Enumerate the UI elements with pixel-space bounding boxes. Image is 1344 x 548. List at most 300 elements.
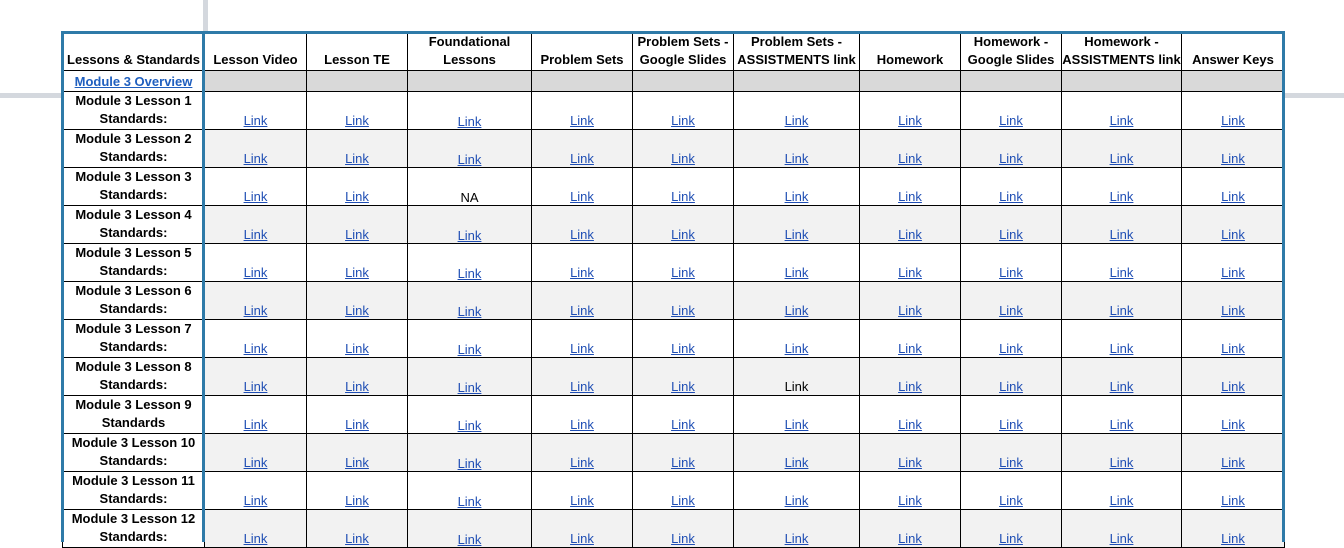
- resource-cell: [532, 434, 633, 472]
- resource-link[interactable]: Link: [898, 417, 922, 432]
- resource-link[interactable]: Link: [243, 151, 268, 166]
- resource-link[interactable]: Link: [898, 493, 922, 508]
- resource-cell: [307, 206, 408, 244]
- resource-cell: [307, 434, 408, 472]
- resource-link[interactable]: Link: [1109, 265, 1134, 280]
- header-lessons-standards: Lessons & Standards: [63, 33, 205, 71]
- overview-empty-cell: [633, 71, 734, 92]
- resource-cell: [408, 434, 532, 472]
- resource-cell: [734, 206, 860, 244]
- lesson-standards-cell: [63, 130, 205, 168]
- resource-cell: [205, 92, 307, 130]
- overview-empty-cell: [532, 71, 633, 92]
- resource-cell: [532, 358, 633, 396]
- resource-cell: [532, 396, 633, 434]
- resource-cell: [633, 130, 734, 168]
- table-frame-split: [202, 31, 205, 542]
- lesson-row: [63, 358, 1285, 396]
- resource-link[interactable]: Link: [784, 455, 809, 470]
- resource-link[interactable]: Link: [457, 228, 482, 243]
- resource-link[interactable]: Link: [570, 341, 594, 356]
- resource-link[interactable]: Link: [457, 494, 482, 509]
- resource-link[interactable]: Link: [999, 341, 1023, 356]
- resource-cell: [860, 168, 961, 206]
- resource-cell: [1182, 434, 1285, 472]
- resource-cell: [307, 92, 408, 130]
- resource-link[interactable]: Link: [457, 114, 482, 129]
- lesson-row: [63, 244, 1285, 282]
- resource-link[interactable]: Link: [243, 227, 268, 242]
- lesson-row: [63, 92, 1285, 130]
- resource-link[interactable]: Link: [345, 493, 369, 508]
- lesson-title: Module 3 Lesson 5: [75, 245, 192, 260]
- lesson-row: [63, 434, 1285, 472]
- lesson-standards-cell: [63, 472, 205, 510]
- resource-cell: [408, 130, 532, 168]
- resource-cell: [408, 396, 532, 434]
- resource-cell: [205, 282, 307, 320]
- plain-link-text: Link: [784, 379, 809, 394]
- resource-cell: [205, 244, 307, 282]
- resource-cell: [1062, 130, 1182, 168]
- resource-link[interactable]: Link: [671, 227, 695, 242]
- resource-link[interactable]: Link: [1221, 379, 1245, 394]
- not-available-text: NA: [460, 190, 479, 205]
- resource-link[interactable]: Link: [1221, 417, 1245, 432]
- resource-cell: [205, 358, 307, 396]
- resource-link[interactable]: Link: [999, 303, 1023, 318]
- resource-link[interactable]: Link: [784, 227, 809, 242]
- resource-cell: [961, 472, 1062, 510]
- resource-link[interactable]: Link: [999, 151, 1023, 166]
- resource-cell: [205, 130, 307, 168]
- resource-link[interactable]: Link: [999, 493, 1023, 508]
- lesson-title: Module 3 Lesson 3: [75, 169, 192, 184]
- resource-link[interactable]: Link: [345, 417, 369, 432]
- resource-cell: [532, 244, 633, 282]
- resource-cell: [408, 472, 532, 510]
- resource-link[interactable]: Link: [457, 304, 482, 319]
- resource-cell: [633, 206, 734, 244]
- header-problem-sets-google-slides: Problem Sets - Google Slides: [633, 33, 734, 71]
- resource-cell: [961, 244, 1062, 282]
- resource-cell: [860, 244, 961, 282]
- resource-link[interactable]: Link: [784, 493, 809, 508]
- resource-link[interactable]: Link: [345, 113, 369, 128]
- resource-cell: [633, 168, 734, 206]
- resource-link[interactable]: Link: [243, 265, 268, 280]
- resource-cell: [961, 434, 1062, 472]
- resource-cell: [1182, 320, 1285, 358]
- frozen-row-divider-right: [1282, 93, 1344, 98]
- resource-cell: [734, 434, 860, 472]
- resource-cell: [1182, 168, 1285, 206]
- resource-cell: [1062, 168, 1182, 206]
- resource-cell: [1182, 358, 1285, 396]
- overview-empty-cell: [1182, 71, 1285, 92]
- resource-link[interactable]: Link: [1109, 455, 1134, 470]
- resource-cell: [961, 92, 1062, 130]
- resource-cell: [307, 282, 408, 320]
- overview-cell: [63, 71, 205, 92]
- lesson-standards-label: Standards: [101, 415, 166, 430]
- header-lesson-te: Lesson TE: [307, 33, 408, 71]
- resource-link[interactable]: Link: [457, 380, 482, 395]
- lesson-standards-cell: [63, 358, 205, 396]
- resource-link[interactable]: Link: [671, 151, 695, 166]
- resource-cell: [633, 320, 734, 358]
- resource-cell: [532, 130, 633, 168]
- resource-cell: [633, 244, 734, 282]
- header-homework: Homework: [860, 33, 961, 71]
- overview-empty-cell: [860, 71, 961, 92]
- resource-link[interactable]: Link: [671, 113, 695, 128]
- resource-cell: [633, 282, 734, 320]
- lesson-standards-label: Standards:: [99, 491, 168, 506]
- resource-cell: [1062, 320, 1182, 358]
- lesson-standards-label: Standards:: [99, 301, 168, 316]
- resource-cell: [961, 206, 1062, 244]
- resource-link[interactable]: Link: [345, 227, 369, 242]
- resource-link[interactable]: Link: [345, 303, 369, 318]
- resource-link[interactable]: Link: [457, 532, 482, 547]
- resource-link[interactable]: Link: [1221, 493, 1245, 508]
- overview-empty-cell: [1062, 71, 1182, 92]
- resource-link[interactable]: Link: [457, 266, 482, 281]
- resource-link[interactable]: Link: [243, 493, 268, 508]
- resource-link[interactable]: Link: [243, 341, 268, 356]
- resource-link[interactable]: Link: [243, 417, 268, 432]
- header-problem-sets: Problem Sets: [532, 33, 633, 71]
- resource-link[interactable]: Link: [671, 455, 695, 470]
- resource-cell: [408, 244, 532, 282]
- resource-link[interactable]: Link: [345, 455, 369, 470]
- resource-link[interactable]: Link: [570, 227, 594, 242]
- lesson-standards-cell: [63, 434, 205, 472]
- resource-link[interactable]: Link: [1221, 113, 1245, 128]
- resource-cell: [734, 168, 860, 206]
- lesson-title: Module 3 Lesson 7: [75, 321, 192, 336]
- resource-link[interactable]: Link: [999, 227, 1023, 242]
- resource-cell: [633, 92, 734, 130]
- resource-link[interactable]: Link: [1221, 455, 1245, 470]
- resource-cell: [307, 472, 408, 510]
- header-problem-sets-assistments: Problem Sets - ASSISTMENTS link: [734, 33, 860, 71]
- resource-cell: [1182, 130, 1285, 168]
- lesson-standards-cell: [63, 244, 205, 282]
- resource-cell: [633, 396, 734, 434]
- resource-cell: [961, 168, 1062, 206]
- lesson-standards-cell: [63, 320, 205, 358]
- table-frame-top: [61, 31, 1285, 34]
- resource-cell: [205, 320, 307, 358]
- resource-cell: [1182, 244, 1285, 282]
- resource-link[interactable]: Link: [457, 342, 482, 357]
- resource-cell: [633, 472, 734, 510]
- lesson-standards-label: Standards:: [99, 453, 168, 468]
- resource-link[interactable]: Link: [345, 341, 369, 356]
- resource-link[interactable]: Link: [243, 455, 268, 470]
- resource-link[interactable]: Link: [345, 379, 369, 394]
- resource-link[interactable]: Link: [1109, 151, 1134, 166]
- resource-link[interactable]: Link: [1109, 417, 1134, 432]
- resource-link[interactable]: Link: [898, 455, 922, 470]
- resource-cell: [633, 434, 734, 472]
- overview-row: [63, 71, 1285, 92]
- lesson-title: Module 3 Lesson 8: [75, 359, 192, 374]
- resource-cell: [734, 244, 860, 282]
- lesson-standards-label: Standards:: [99, 339, 168, 354]
- lesson-row: [63, 168, 1285, 206]
- frozen-column-divider: [203, 0, 208, 32]
- overview-empty-cell: [961, 71, 1062, 92]
- resource-link[interactable]: Link: [1221, 265, 1245, 280]
- overview-empty-cell: [205, 71, 307, 92]
- table-frame-right: [1282, 31, 1285, 542]
- resource-cell: [860, 434, 961, 472]
- resource-link[interactable]: Link: [1109, 113, 1134, 128]
- lesson-title: Module 3 Lesson 6: [75, 283, 192, 298]
- resource-cell: [532, 472, 633, 510]
- lesson-standards-label: Standards:: [99, 263, 168, 278]
- lesson-standards-cell: [63, 168, 205, 206]
- resource-cell: [1182, 396, 1285, 434]
- resource-link[interactable]: Link: [784, 341, 809, 356]
- resource-link[interactable]: Link: [1109, 189, 1134, 204]
- resource-cell: [961, 130, 1062, 168]
- resource-link[interactable]: Link: [345, 265, 369, 280]
- resource-link[interactable]: Link: [570, 379, 594, 394]
- overview-empty-cell: [734, 71, 860, 92]
- resource-link[interactable]: Link: [1109, 531, 1134, 546]
- lesson-title: Module 3 Lesson 10: [71, 435, 196, 450]
- resource-cell: [860, 92, 961, 130]
- resource-link[interactable]: Link: [898, 531, 922, 546]
- resource-cell: [734, 320, 860, 358]
- resource-link[interactable]: Link: [784, 265, 809, 280]
- lesson-title: Module 3 Lesson 12: [71, 511, 196, 526]
- resource-link[interactable]: Link: [671, 493, 695, 508]
- resource-link[interactable]: Link: [671, 303, 695, 318]
- resource-link[interactable]: Link: [457, 152, 482, 167]
- frozen-row-divider-left: [0, 93, 64, 98]
- resource-cell: [1062, 282, 1182, 320]
- resource-link[interactable]: Link: [570, 493, 594, 508]
- resource-cell: [633, 358, 734, 396]
- resource-link[interactable]: Link: [999, 455, 1023, 470]
- resource-link[interactable]: Link: [671, 531, 695, 546]
- resource-cell: [307, 358, 408, 396]
- resource-link[interactable]: Link: [784, 113, 809, 128]
- resource-cell: [1062, 472, 1182, 510]
- resource-link[interactable]: Link: [1109, 341, 1134, 356]
- lesson-resources-table: [62, 32, 1285, 548]
- lesson-title: Module 3 Lesson 4: [75, 207, 192, 222]
- lesson-standards-label: Standards:: [99, 111, 168, 126]
- resource-cell: [961, 320, 1062, 358]
- resource-cell: [1182, 206, 1285, 244]
- resource-link[interactable]: Link: [243, 379, 268, 394]
- lesson-title: Module 3 Lesson 11: [72, 473, 195, 488]
- resource-link[interactable]: Link: [570, 303, 594, 318]
- resource-link[interactable]: Link: [1221, 531, 1245, 546]
- resource-link[interactable]: Link: [1109, 379, 1134, 394]
- resource-cell: [1062, 396, 1182, 434]
- resource-cell: [307, 396, 408, 434]
- resource-link[interactable]: Link: [898, 227, 922, 242]
- resource-cell: [307, 130, 408, 168]
- resource-cell: [532, 206, 633, 244]
- lesson-title: Module 3 Lesson 2: [75, 131, 192, 146]
- resource-link[interactable]: Link: [243, 531, 268, 546]
- resource-link[interactable]: Link: [570, 531, 594, 546]
- header-row: [63, 33, 1285, 71]
- resource-link[interactable]: Link: [999, 531, 1023, 546]
- lesson-standards-cell: [63, 206, 205, 244]
- lesson-title: Module 3 Lesson 9: [75, 397, 192, 412]
- resource-link[interactable]: Link: [345, 151, 369, 166]
- resource-cell: [532, 320, 633, 358]
- resource-link[interactable]: Link: [898, 189, 922, 204]
- lesson-standards-cell: [63, 396, 205, 434]
- resource-link[interactable]: Link: [243, 113, 268, 128]
- resource-link[interactable]: Link: [671, 189, 695, 204]
- resource-cell: [734, 92, 860, 130]
- overview-empty-cell: [408, 71, 532, 92]
- resource-link[interactable]: Link: [345, 189, 369, 204]
- resource-link[interactable]: Link: [999, 265, 1023, 280]
- resource-cell: [408, 168, 532, 206]
- header-answer-keys: Answer Keys: [1182, 33, 1285, 71]
- resource-cell: [205, 396, 307, 434]
- resource-cell: [408, 282, 532, 320]
- lesson-standards-label: Standards:: [99, 529, 168, 544]
- resource-link[interactable]: Link: [345, 531, 369, 546]
- resource-cell: [205, 434, 307, 472]
- resource-link[interactable]: Link: [898, 303, 922, 318]
- resource-cell: [961, 358, 1062, 396]
- resource-link[interactable]: Link: [784, 303, 809, 318]
- resource-link[interactable]: Link: [1109, 303, 1134, 318]
- resource-link[interactable]: Link: [999, 417, 1023, 432]
- resource-cell: [734, 472, 860, 510]
- resource-cell: [860, 358, 961, 396]
- resource-cell: [1182, 92, 1285, 130]
- resource-link[interactable]: Link: [570, 455, 594, 470]
- header-homework-assistments: Homework - ASSISTMENTS link: [1062, 33, 1182, 71]
- resource-link[interactable]: Link: [570, 189, 594, 204]
- module-overview-link[interactable]: Module 3 Overview: [74, 73, 193, 89]
- resource-cell: [860, 282, 961, 320]
- resource-link[interactable]: Link: [243, 189, 268, 204]
- resource-cell: [860, 320, 961, 358]
- resource-cell: [1062, 206, 1182, 244]
- lesson-standards-label: Standards:: [99, 377, 168, 392]
- resource-link[interactable]: Link: [1221, 189, 1245, 204]
- lesson-row: [63, 130, 1285, 168]
- lesson-standards-label: Standards:: [99, 187, 168, 202]
- resource-cell: [532, 282, 633, 320]
- resource-link[interactable]: Link: [570, 151, 594, 166]
- resource-link[interactable]: Link: [784, 151, 809, 166]
- resource-link[interactable]: Link: [671, 379, 695, 394]
- resource-link[interactable]: Link: [1221, 151, 1245, 166]
- resource-link[interactable]: Link: [671, 417, 695, 432]
- header-lesson-video: Lesson Video: [205, 33, 307, 71]
- resource-cell: [408, 206, 532, 244]
- resource-cell: [1182, 472, 1285, 510]
- resource-cell: [860, 206, 961, 244]
- lesson-row: [63, 320, 1285, 358]
- resource-cell: [532, 92, 633, 130]
- resource-link[interactable]: Link: [898, 265, 922, 280]
- resource-cell: [408, 92, 532, 130]
- lesson-standards-cell: [63, 92, 205, 130]
- lesson-row: [63, 472, 1285, 510]
- resource-cell: [307, 168, 408, 206]
- resource-link[interactable]: Link: [784, 189, 809, 204]
- lesson-standards-label: Standards:: [99, 149, 168, 164]
- resource-cell: [734, 130, 860, 168]
- resource-link[interactable]: Link: [671, 341, 695, 356]
- resource-link[interactable]: Link: [898, 113, 922, 128]
- lesson-row: [63, 396, 1285, 434]
- resource-link[interactable]: Link: [1109, 227, 1134, 242]
- resource-link[interactable]: Link: [570, 113, 594, 128]
- resource-cell: [860, 396, 961, 434]
- header-homework-google-slides: Homework - Google Slides: [961, 33, 1062, 71]
- resource-link[interactable]: Link: [999, 113, 1023, 128]
- resource-link[interactable]: Link: [1109, 493, 1134, 508]
- resource-link[interactable]: Link: [999, 189, 1023, 204]
- table-frame-left: [61, 31, 64, 542]
- lesson-title: Module 3 Lesson 1: [75, 93, 192, 108]
- resource-link[interactable]: Link: [457, 418, 482, 433]
- resource-cell: [734, 358, 860, 396]
- resource-link[interactable]: Link: [671, 265, 695, 280]
- header-foundational-lessons: Foundational Lessons: [408, 33, 532, 71]
- lesson-row: [63, 206, 1285, 244]
- resource-link[interactable]: Link: [243, 303, 268, 318]
- resource-cell: [1062, 358, 1182, 396]
- resource-link[interactable]: Link: [784, 417, 809, 432]
- resource-cell: [961, 282, 1062, 320]
- lesson-standards-cell: [63, 282, 205, 320]
- resource-link[interactable]: Link: [898, 341, 922, 356]
- resource-link[interactable]: Link: [457, 456, 482, 471]
- resource-link[interactable]: Link: [898, 379, 922, 394]
- resource-link[interactable]: Link: [570, 265, 594, 280]
- resource-link[interactable]: Link: [1221, 341, 1245, 356]
- resource-link[interactable]: Link: [898, 151, 922, 166]
- lesson-row: [63, 282, 1285, 320]
- resource-cell: [961, 396, 1062, 434]
- resource-cell: [1062, 434, 1182, 472]
- resource-link[interactable]: Link: [784, 531, 809, 546]
- resource-link[interactable]: Link: [1221, 303, 1245, 318]
- resource-cell: [1062, 244, 1182, 282]
- resource-link[interactable]: Link: [570, 417, 594, 432]
- resource-cell: [307, 320, 408, 358]
- resource-cell: [1182, 282, 1285, 320]
- resource-cell: [205, 168, 307, 206]
- resource-link[interactable]: Link: [1221, 227, 1245, 242]
- resource-cell: [408, 358, 532, 396]
- resource-link[interactable]: Link: [999, 379, 1023, 394]
- resource-cell: [408, 320, 532, 358]
- overview-empty-cell: [307, 71, 408, 92]
- resource-cell: [532, 168, 633, 206]
